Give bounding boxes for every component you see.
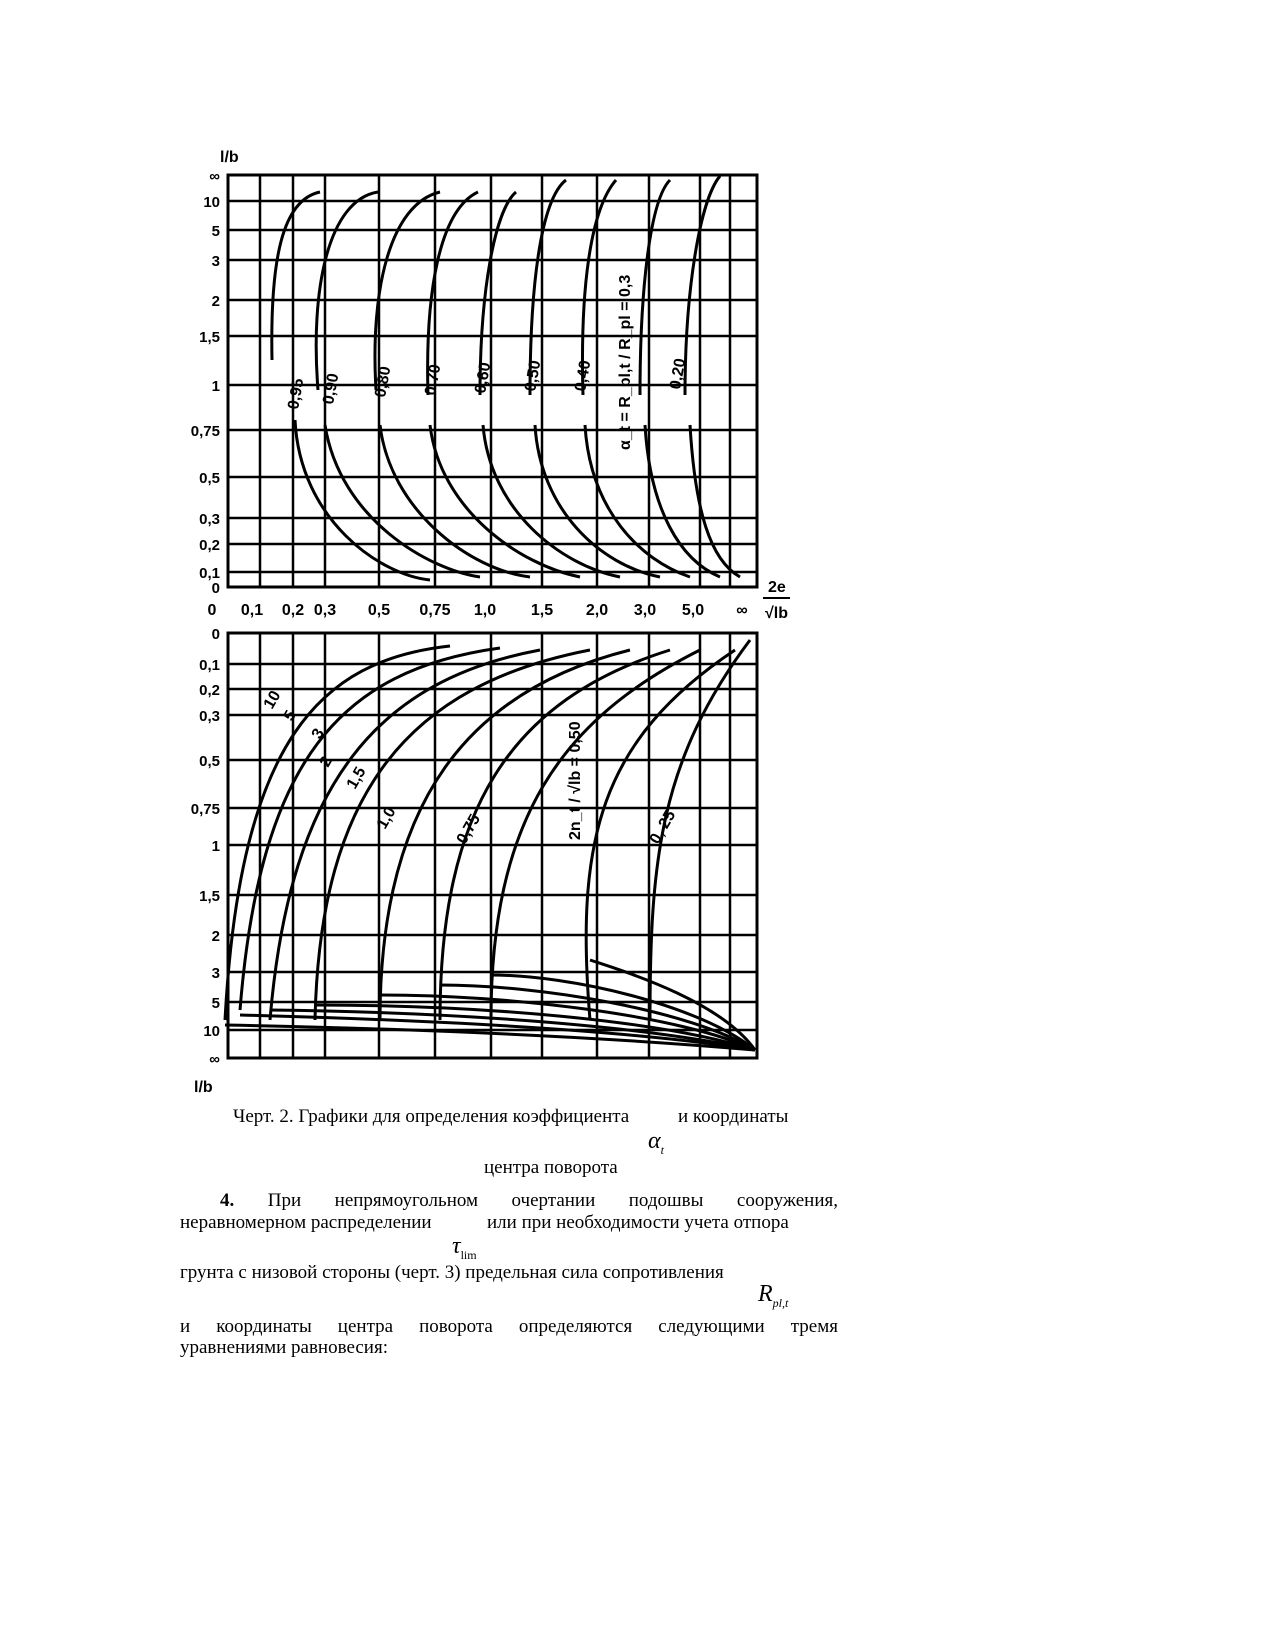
x-tick: ∞ xyxy=(736,602,748,619)
x-tick: 3,0 xyxy=(633,602,657,619)
upper-y-tick: 0,75 xyxy=(190,423,220,440)
lower-formula-label: 2n_t / √lb = 0,50 xyxy=(567,721,584,840)
lower-curve-label: 10 xyxy=(260,688,285,712)
upper-curve-label: 0,80 xyxy=(372,365,395,399)
caption-line1-a xyxy=(233,1106,629,1128)
upper-formula-label: α_t = R_pl,t / R_pl = 0,3 xyxy=(617,274,634,450)
upper-curve-bottom xyxy=(325,425,480,577)
x-axis-label-den: √lb xyxy=(765,605,788,622)
lower-y-tick: ∞ xyxy=(209,1051,220,1068)
paragraph-line1 xyxy=(180,1190,838,1211)
upper-curve-top xyxy=(375,192,440,390)
x-tick: 1,0 xyxy=(473,602,497,619)
lower-curve-label: 0, 25 xyxy=(646,807,680,847)
lower-y-tick: 10 xyxy=(203,1023,220,1040)
upper-y-axis-label: l/b xyxy=(220,149,239,166)
paragraph-line3: грунта с низовой стороны (черт. 3) предельная сила сопротивления xyxy=(180,1262,724,1283)
x-tick: 2,0 xyxy=(585,602,609,619)
upper-y-tick: 1 xyxy=(211,378,220,395)
chart-svg xyxy=(180,140,860,1155)
upper-curve-bottom xyxy=(645,425,720,577)
lower-y-tick: 1,5 xyxy=(199,888,220,905)
x-tick: 0,1 xyxy=(240,602,264,619)
upper-curve-bottom xyxy=(585,425,690,577)
upper-curve-label: 0,95 xyxy=(285,377,308,411)
upper-y-tick: 5 xyxy=(211,223,220,240)
lower-curve-label: 3 xyxy=(308,725,328,742)
upper-curve-label: 0,90 xyxy=(320,372,343,406)
lower-curve xyxy=(270,650,540,1020)
paragraph-line2-b: или при необходимости учета отпора xyxy=(487,1212,789,1233)
figure-charts xyxy=(180,140,860,1155)
x-axis-label-num: 2e xyxy=(768,579,786,596)
lower-curve-label: 1,5 xyxy=(343,764,370,792)
upper-y-tick: 0 xyxy=(211,580,220,597)
lower-y-tick: 0,75 xyxy=(190,801,220,818)
caption-line2: центра поворота xyxy=(484,1157,618,1178)
upper-curve-label: 0,50 xyxy=(522,359,545,393)
tau-lim-symbol: $\tau_{lim}$ xyxy=(452,1233,477,1262)
lower-curve-label: 2 xyxy=(316,753,336,770)
paragraph-line1-text: При непрямоугольном очертании подошвы сооружения, xyxy=(267,1190,838,1211)
caption-text-a: Черт. 2. Графики для определения коэффициента xyxy=(233,1106,630,1127)
upper-y-tick: ∞ xyxy=(209,168,220,185)
upper-y-tick: 0,2 xyxy=(199,537,220,554)
upper-curve-label: 0,60 xyxy=(472,361,495,395)
lower-y-tick: 0,3 xyxy=(199,708,220,725)
upper-curve-label: 0,70 xyxy=(422,363,445,397)
lower-y-tick: 0,2 xyxy=(199,682,220,699)
upper-y-tick: 2 xyxy=(211,293,220,310)
x-tick: 5,0 xyxy=(681,602,705,619)
upper-curve-bottom xyxy=(483,425,620,577)
x-tick: 0,75 xyxy=(419,602,451,619)
lower-y-tick: 1 xyxy=(211,838,220,855)
lower-curve xyxy=(380,650,630,1020)
caption-text-b: и координаты xyxy=(678,1106,789,1127)
paragraph-line2-a: неравномерном распределении xyxy=(180,1212,432,1233)
lower-y-tick: 2 xyxy=(211,928,220,945)
upper-y-tick: 0,5 xyxy=(199,470,220,487)
lower-y-tick: 0,5 xyxy=(199,753,220,770)
upper-y-tick: 3 xyxy=(211,253,220,270)
upper-curve-label: 0,20 xyxy=(667,357,690,391)
x-tick: 0,5 xyxy=(367,602,391,619)
lower-y-tick: 0,1 xyxy=(199,657,220,674)
upper-curve-bottom xyxy=(690,425,740,577)
upper-curve-label: 0,40 xyxy=(572,359,595,393)
upper-y-tick: 0,1 xyxy=(199,565,220,582)
lower-y-tick: 0 xyxy=(211,626,220,643)
x-tick: 0,3 xyxy=(313,602,337,619)
paragraph-line5: уравнениями равновесия: xyxy=(180,1337,388,1358)
lower-curve-label: 5 xyxy=(280,707,300,724)
upper-curve-top xyxy=(640,180,670,395)
paragraph-number: 4. xyxy=(220,1190,235,1211)
caption-line1-b xyxy=(678,1106,788,1128)
lower-curve xyxy=(315,650,590,1020)
lower-curve-label: 0,75 xyxy=(453,811,485,847)
x-tick: 1,5 xyxy=(530,602,554,619)
upper-y-tick: 0,3 xyxy=(199,511,220,528)
lower-y-tick: 3 xyxy=(211,965,220,982)
lower-curve-label: 1,0 xyxy=(373,804,400,832)
upper-y-tick: 10 xyxy=(203,194,220,211)
r-pl-t-symbol: $R_{pl,t}$ xyxy=(758,1281,789,1310)
paragraph-line4: и координаты центра поворота определяются следующими тремя xyxy=(180,1316,838,1337)
lower-y-axis-label: l/b xyxy=(194,1079,213,1096)
x-tick: 0 xyxy=(207,602,217,619)
upper-y-tick: 1,5 xyxy=(199,329,220,346)
lower-y-tick: 5 xyxy=(211,995,220,1012)
x-tick: 0,2 xyxy=(281,602,305,619)
upper-curve-top xyxy=(685,176,720,395)
alpha-t-symbol: $\alpha_t$ xyxy=(648,1128,664,1157)
